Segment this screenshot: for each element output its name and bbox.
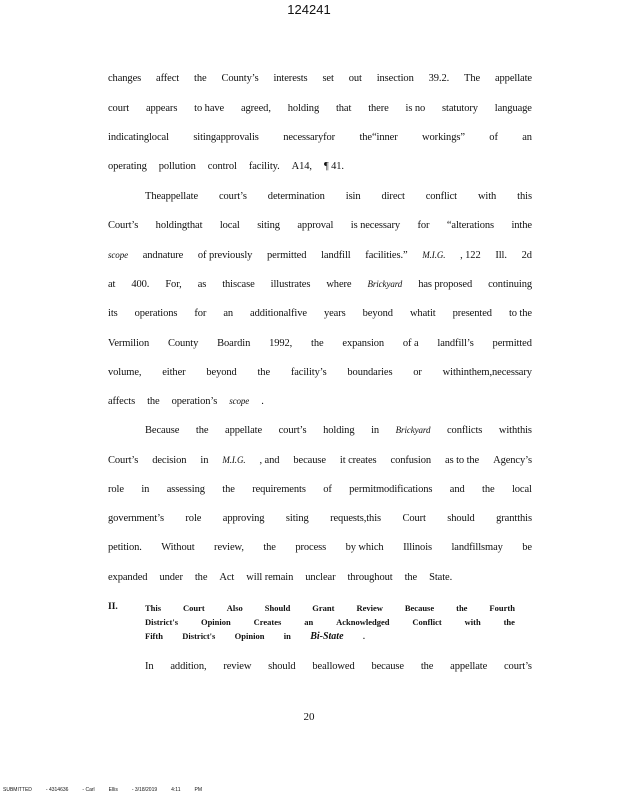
- word: should: [268, 661, 296, 672]
- word: County’s: [221, 73, 259, 84]
- word: language: [494, 103, 532, 114]
- word: illustrates: [270, 279, 311, 290]
- word: process: [295, 542, 327, 553]
- word: appears: [145, 103, 178, 114]
- heading-word: with: [464, 617, 481, 627]
- word: .: [261, 396, 264, 407]
- word: of a: [402, 338, 419, 349]
- word: court’s: [504, 661, 532, 672]
- word: has proposed: [418, 279, 473, 290]
- word: pollution: [158, 161, 196, 172]
- word: as to the: [445, 455, 480, 466]
- heading-word: the: [456, 603, 468, 613]
- text-line: [108, 220, 532, 231]
- word: additionalfive: [250, 308, 307, 319]
- word: role: [185, 513, 202, 524]
- word: the: [482, 484, 495, 495]
- word: an: [223, 308, 234, 319]
- word: in: [200, 455, 209, 466]
- word: necessaryfor: [283, 132, 336, 143]
- word: whatit: [409, 308, 436, 319]
- word: siting: [285, 513, 309, 524]
- page-number: 20: [303, 711, 315, 723]
- word: be: [522, 542, 532, 553]
- word: requirements: [252, 484, 306, 495]
- heading-word: Court: [183, 603, 205, 613]
- footer-item: Ellis: [108, 787, 118, 793]
- word: For,: [165, 279, 182, 290]
- word: continuing: [488, 279, 532, 290]
- word: local: [511, 484, 532, 495]
- word: of: [489, 132, 498, 143]
- word: siting: [257, 220, 280, 231]
- word: of previously: [197, 250, 253, 261]
- word: it creates: [339, 455, 377, 466]
- word: permitted: [492, 338, 532, 349]
- word: confusion: [390, 455, 432, 466]
- word: set: [322, 73, 334, 84]
- word: scope: [229, 396, 250, 406]
- word: expansion: [342, 338, 385, 349]
- word: inthe: [511, 220, 532, 231]
- word: holdingthat: [155, 220, 203, 231]
- word: the“inner: [359, 132, 398, 143]
- word: petition.: [108, 542, 142, 553]
- word: years: [323, 308, 346, 319]
- word: operation’s: [171, 396, 218, 407]
- word: 1992,: [269, 338, 293, 349]
- word: scope: [108, 250, 128, 260]
- word: workings”: [422, 132, 465, 143]
- heading-word: This: [145, 603, 162, 613]
- word: its: [108, 308, 118, 319]
- document-number: 124241: [287, 2, 331, 17]
- text-line: [108, 161, 532, 172]
- word: direct: [381, 191, 405, 202]
- section-number: II.: [108, 602, 118, 612]
- text-line: [108, 279, 532, 290]
- word: grantthis: [496, 513, 532, 524]
- heading-word: District's: [182, 631, 216, 641]
- word: , and: [259, 455, 280, 466]
- word: conflict: [425, 191, 457, 202]
- heading-word: Review: [356, 603, 383, 613]
- word: facility’s: [290, 367, 327, 378]
- footer-item: SUBMITTED: [3, 787, 32, 793]
- word: Court’s: [108, 455, 139, 466]
- word: withthis: [498, 425, 532, 436]
- text-line: [108, 308, 532, 319]
- word: landfillsmay: [451, 542, 503, 553]
- word: conflicts: [447, 425, 483, 436]
- word: affects: [108, 396, 136, 407]
- word: beallowed: [312, 661, 355, 672]
- word: Brickyard: [367, 279, 403, 289]
- word: beyond: [206, 367, 237, 378]
- word: court: [108, 103, 130, 114]
- section-heading-line-3: [145, 631, 365, 642]
- word: under: [159, 572, 183, 583]
- word: approval: [297, 220, 334, 231]
- word: andnature: [142, 250, 184, 261]
- word: Without: [161, 542, 195, 553]
- text-line: [108, 396, 532, 407]
- word: court’s: [218, 191, 247, 202]
- heading-word: the: [503, 617, 515, 627]
- heading-word: Fifth: [145, 631, 163, 641]
- word: should: [447, 513, 475, 524]
- word: indicatinglocal: [108, 132, 169, 143]
- word: at: [108, 279, 116, 290]
- heading-word: Opinion: [234, 631, 265, 641]
- word: 2d: [521, 250, 532, 261]
- word: Because: [145, 425, 180, 436]
- word: sitingapprovalis: [193, 132, 259, 143]
- text-line: [108, 250, 532, 261]
- text-line: [145, 425, 532, 436]
- word: operations: [134, 308, 178, 319]
- word: agreed,: [240, 103, 271, 114]
- text-line: [108, 73, 532, 84]
- word: Theappellate: [145, 191, 199, 202]
- word: The: [464, 73, 481, 84]
- word: interests: [273, 73, 308, 84]
- text-line: [108, 572, 532, 583]
- word: assessing: [166, 484, 205, 495]
- word: approving: [222, 513, 265, 524]
- text-line: [145, 661, 532, 672]
- word: Vermilion: [108, 338, 150, 349]
- word: , 122: [460, 250, 481, 261]
- submission-footer: [3, 787, 216, 793]
- heading-word: Opinion: [200, 617, 231, 627]
- word: out: [348, 73, 362, 84]
- word: to have: [194, 103, 225, 114]
- word: Court: [402, 513, 426, 524]
- heading-word: Fourth: [489, 603, 515, 613]
- text-line: [108, 132, 532, 143]
- heading-word: Creates: [253, 617, 282, 627]
- word: isin: [345, 191, 361, 202]
- word: to the: [508, 308, 532, 319]
- word: Court’s: [108, 220, 139, 231]
- word: where: [326, 279, 352, 290]
- word: this: [517, 191, 532, 202]
- word: for: [417, 220, 430, 231]
- word: presented: [452, 308, 492, 319]
- word: the: [222, 484, 235, 495]
- word: unclear: [305, 572, 336, 583]
- word: that: [335, 103, 352, 114]
- word: the: [195, 425, 209, 436]
- word: by which: [345, 542, 384, 553]
- word: an: [522, 132, 532, 143]
- text-line: [108, 367, 532, 378]
- word: with: [477, 191, 497, 202]
- word: beyond: [362, 308, 393, 319]
- heading-word: Conflict: [412, 617, 442, 627]
- word: the: [257, 367, 271, 378]
- word: throughout: [347, 572, 393, 583]
- word: landfill: [321, 250, 351, 261]
- word: permitmodifications: [349, 484, 433, 495]
- word: State.: [429, 572, 453, 583]
- word: changes: [108, 73, 142, 84]
- heading-word: District's: [145, 617, 179, 627]
- word: Agency’s: [493, 455, 532, 466]
- word: court’s: [278, 425, 307, 436]
- word: appellate: [450, 661, 488, 672]
- word: for: [194, 308, 207, 319]
- text-line: [108, 103, 532, 114]
- text-line: [108, 513, 532, 524]
- word: because: [371, 661, 404, 672]
- word: decision: [152, 455, 187, 466]
- word: volume,: [108, 367, 142, 378]
- word: because: [293, 455, 326, 466]
- text-line: [108, 484, 532, 495]
- heading-word: Should: [264, 603, 291, 613]
- word: expanded: [108, 572, 148, 583]
- word: as: [197, 279, 207, 290]
- word: addition,: [170, 661, 207, 672]
- word: landfill’s: [437, 338, 474, 349]
- word: in: [141, 484, 150, 495]
- word: the: [147, 396, 160, 407]
- word: and: [449, 484, 465, 495]
- footer-item: - Carl: [82, 787, 95, 793]
- word: M.I.G.: [422, 250, 446, 260]
- text-line: [108, 338, 532, 349]
- heading-word: Also: [226, 603, 243, 613]
- word: holding: [287, 103, 320, 114]
- word: or: [413, 367, 422, 378]
- word: Boardin: [217, 338, 251, 349]
- word: facility.: [248, 161, 280, 172]
- footer-item: PM: [194, 787, 203, 793]
- word: review: [223, 661, 252, 672]
- word: is no: [405, 103, 426, 114]
- word: is necessary: [350, 220, 400, 231]
- word: either: [162, 367, 186, 378]
- word: determination: [267, 191, 325, 202]
- heading-word: .: [362, 631, 365, 641]
- word: “alterations: [446, 220, 495, 231]
- word: the: [311, 338, 324, 349]
- word: there: [368, 103, 389, 114]
- word: Illinois: [403, 542, 433, 553]
- section-heading-line-1: [145, 603, 515, 613]
- word: holding: [323, 425, 355, 436]
- word: In: [145, 661, 154, 672]
- word: role: [108, 484, 124, 495]
- word: ¶ 41.: [323, 161, 344, 172]
- word: M.I.G.: [222, 455, 246, 465]
- word: government’s: [108, 513, 164, 524]
- word: 39.2.: [428, 73, 450, 84]
- word: withinthem,necessary: [442, 367, 532, 378]
- word: will remain: [246, 572, 294, 583]
- heading-word: in: [283, 631, 291, 641]
- text-line: [108, 542, 532, 553]
- heading-word: Acknowledged: [336, 617, 390, 627]
- word: boundaries: [347, 367, 393, 378]
- word: facilities.”: [365, 250, 408, 261]
- text-line: [108, 455, 532, 466]
- word: appellate: [494, 73, 532, 84]
- word: statutory: [442, 103, 478, 114]
- word: permitted: [267, 250, 307, 261]
- word: control: [207, 161, 237, 172]
- word: of: [323, 484, 332, 495]
- word: the: [194, 73, 207, 84]
- word: in: [371, 425, 380, 436]
- word: Ill.: [495, 250, 507, 261]
- word: local: [219, 220, 240, 231]
- word: A14,: [291, 161, 312, 172]
- section-heading-line-2: [145, 617, 515, 627]
- heading-word: Because: [404, 603, 435, 613]
- word: Brickyard: [395, 425, 431, 435]
- word: review,: [214, 542, 244, 553]
- word: thiscase: [222, 279, 255, 290]
- word: 400.: [131, 279, 150, 290]
- word: the: [263, 542, 276, 553]
- heading-word: Bi-State: [310, 631, 344, 642]
- word: affect: [156, 73, 180, 84]
- word: the: [420, 661, 434, 672]
- word: requests,this: [330, 513, 381, 524]
- word: operating: [108, 161, 147, 172]
- footer-item: - 3/18/2019: [131, 787, 158, 793]
- heading-word: an: [304, 617, 314, 627]
- word: County: [167, 338, 199, 349]
- word: the: [194, 572, 208, 583]
- word: the: [404, 572, 418, 583]
- word: Act: [219, 572, 235, 583]
- text-line: [145, 191, 532, 202]
- heading-word: Grant: [312, 603, 335, 613]
- word: insection: [376, 73, 414, 84]
- footer-item: 4:11: [171, 787, 181, 793]
- footer-item: - 4314636: [45, 787, 69, 793]
- word: appellate: [225, 425, 263, 436]
